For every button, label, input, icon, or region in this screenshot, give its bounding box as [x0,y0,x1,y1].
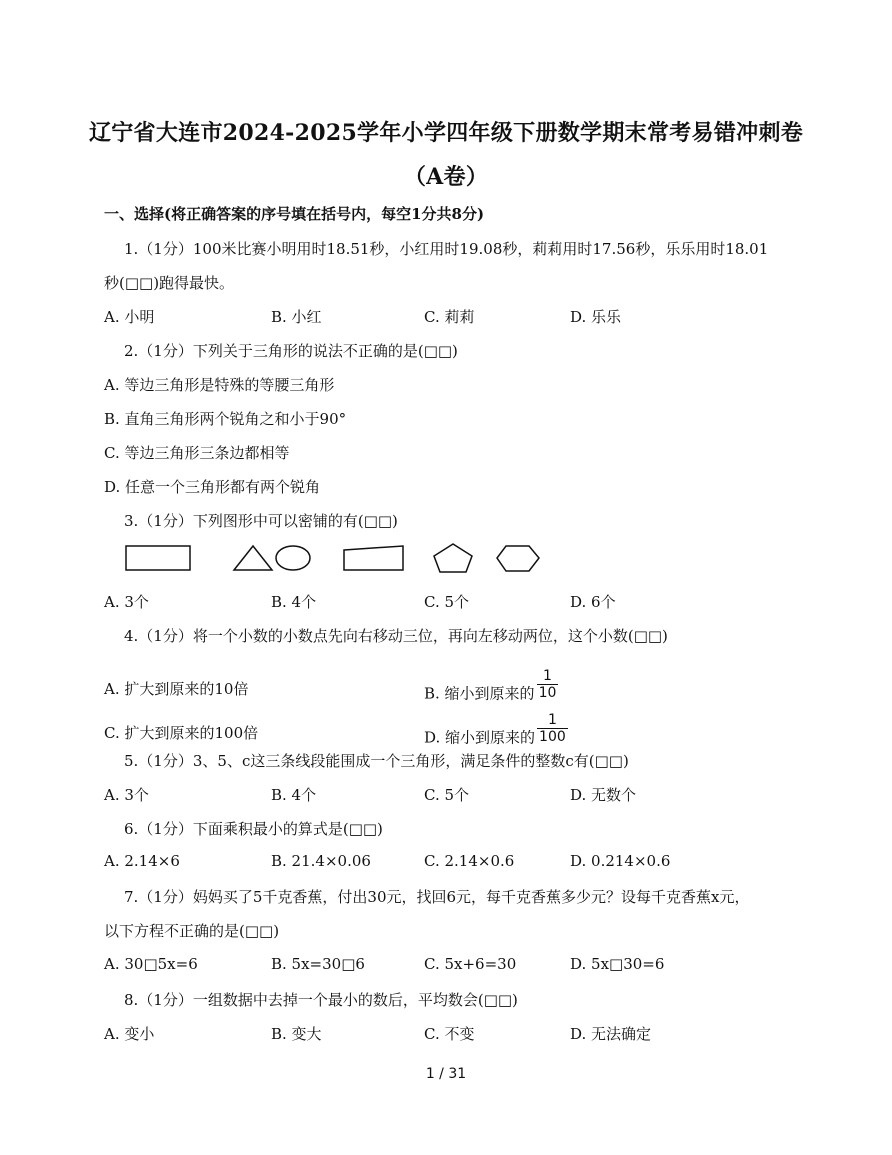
question-1-option-c: C. 莉莉 [424,308,475,326]
question-7-option-a: A. 30□5x=6 [104,955,198,973]
question-2-option-c: C. 等边三角形三条边都相等 [104,444,290,462]
question-7-option-d: D. 5x□30=6 [570,955,665,973]
question-1-line-1: 1.（1分）100米比赛小明用时18.51秒，小红用时19.08秒，莉莉用时17.56秒，乐乐用时18.01 [124,240,769,258]
question-2-option-b: B. 直角三角形两个锐角之和小于90° [104,410,347,428]
rectangle-shape [126,546,190,570]
question-5-option-b: B. 4个 [271,786,317,804]
question-3-option-a: A. 3个 [104,593,149,611]
question-6-option-b: B. 21.4×0.06 [271,852,371,870]
question-8-option-c: C. 不变 [424,1025,475,1043]
question-1-option-a: A. 小明 [104,308,155,326]
question-3-shapes-figure [120,538,550,578]
fraction-numerator: 1 [537,712,568,729]
section-heading: 一、选择(将正确答案的序号填在括号内，每空1分共8分) [104,205,485,223]
question-1-line-2: 秒(□□)跑得最快。 [104,274,235,292]
hexagon-shape [497,546,539,571]
question-2-option-d: D. 任意一个三角形都有两个锐角 [104,478,321,496]
question-1-option-b: B. 小红 [271,308,322,326]
question-3-line-1: 3.（1分）下列图形中可以密铺的有(□□) [124,512,398,530]
quadrilateral-shape [344,546,403,570]
question-5-option-c: C. 5个 [424,786,470,804]
question-6-option-a: A. 2.14×6 [104,852,180,870]
page-subtitle: （A卷） [403,164,489,190]
question-4-option-c: C. 扩大到原来的100倍 [104,724,259,742]
question-4-option-b [424,668,558,711]
question-8-line-1: 8.（1分）一组数据中去掉一个最小的数后，平均数会(□□) [124,991,518,1009]
fraction-one-tenth [537,668,559,701]
triangle-shape [234,546,272,570]
question-6-option-c: C. 2.14×0.6 [424,852,515,870]
question-5-option-a: A. 3个 [104,786,149,804]
page-title: 辽宁省大连市2024-2025学年小学四年级下册数学期末常考易错冲刺卷 [88,120,804,146]
question-7-option-c: C. 5x+6=30 [424,955,517,973]
question-3-option-d: D. 6个 [570,593,616,611]
question-6-option-d: D. 0.214×0.6 [570,852,671,870]
page-indicator: 1 / 31 [425,1066,467,1082]
fraction-denominator: 100 [539,729,566,745]
pentagon-shape [434,544,472,572]
question-7-line-2: 以下方程不正确的是(□□) [104,922,280,940]
question-6-line-1: 6.（1分）下面乘积最小的算式是(□□) [124,820,383,838]
question-4-option-b-text: B. 缩小到原来的 [424,684,535,703]
question-3-option-b: B. 4个 [271,593,317,611]
ellipse-shape [276,546,310,570]
question-8-option-b: B. 变大 [271,1025,322,1043]
question-4-line-1: 4.（1分）将一个小数的小数点先向右移动三位，再向左移动两位，这个小数(□□) [124,627,668,645]
question-7-option-b: B. 5x=30□6 [271,955,365,973]
question-7-line-1: 7.（1分）妈妈买了5千克香蕉，付出30元，找回6元，每千克香蕉多少元？设每千克香蕉x元， [124,888,750,906]
question-5-option-d: D. 无数个 [570,786,637,804]
question-8-option-a: A. 变小 [104,1025,155,1043]
question-2-option-a: A. 等边三角形是特殊的等腰三角形 [104,376,335,394]
question-5-line-1: 5.（1分）3、5、c这三条线段能围成一个三角形，满足条件的整数c有(□□) [124,752,629,770]
question-3-option-c: C. 5个 [424,593,470,611]
question-4-option-a: A. 扩大到原来的10倍 [104,680,249,698]
question-1-option-d: D. 乐乐 [570,308,622,326]
question-8-option-d: D. 无法确定 [570,1025,652,1043]
question-2-line-1: 2.（1分）下列关于三角形的说法不正确的是(□□) [124,342,458,360]
fraction-one-hundredth [537,712,568,745]
fraction-numerator: 1 [537,668,559,685]
fraction-denominator: 10 [538,685,557,701]
question-4-option-d-text: D. 缩小到原来的 [424,728,536,747]
